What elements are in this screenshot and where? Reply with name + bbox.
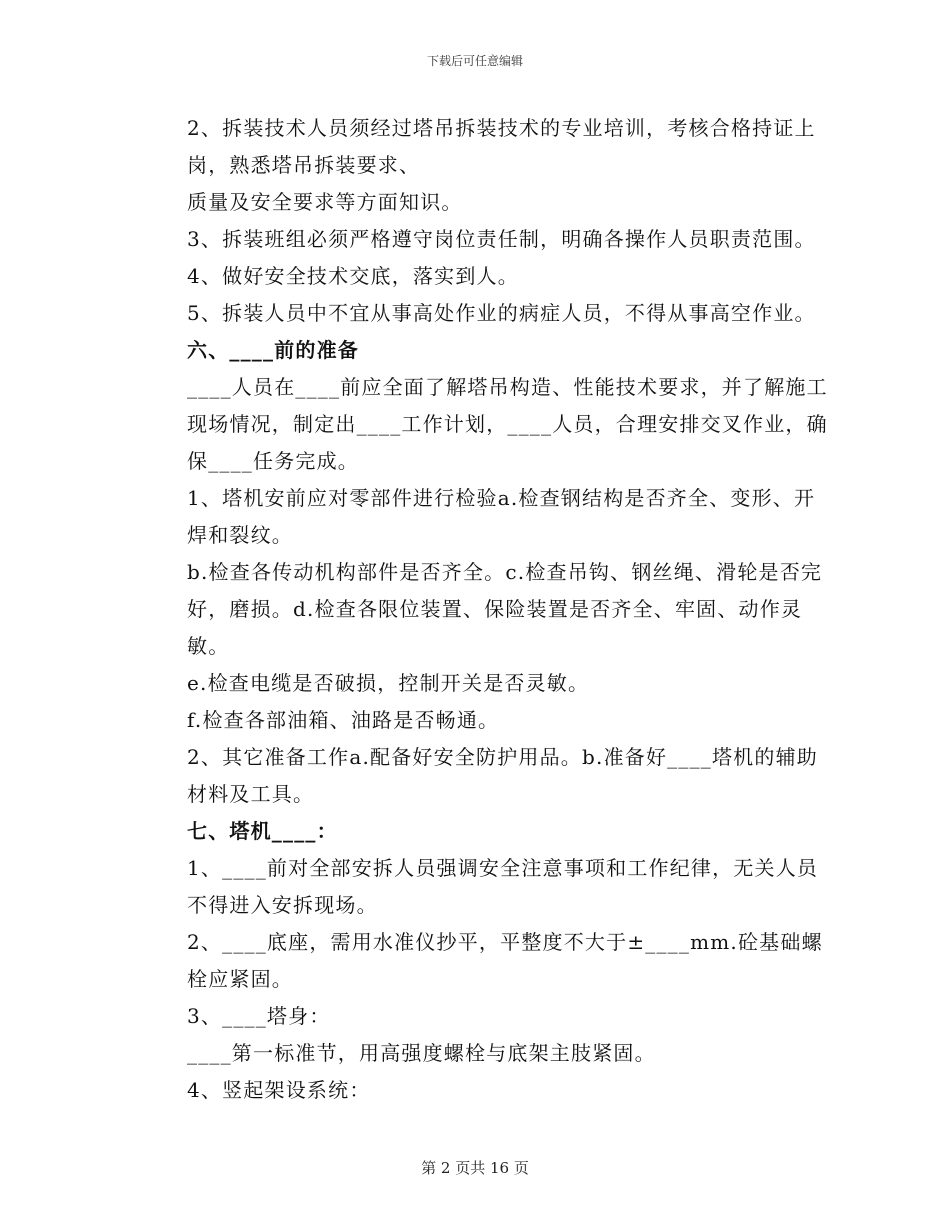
paragraph: 1、____前对全部安拆人员强调安全注意事项和工作纪律，无关人员不得进入安拆现场。: [187, 856, 819, 917]
paragraph: b.检查各传动机构部件是否齐全。c.检查吊钩、钢丝绳、滑轮是否完好，磨损。d.检查各限位装置、保险装置是否齐全、牢固、动作灵敏。: [187, 560, 823, 658]
section-heading: 七、塔机____：: [187, 819, 338, 843]
paragraph: 2、其它准备工作a.配备好安全防护用品。b.准备好____塔机的辅助材料及工具。: [187, 745, 818, 806]
paragraph: 1、塔机安前应对零部件进行检验a.检查钢结构是否齐全、变形、开焊和裂纹。: [187, 486, 816, 547]
document-body: [142, 110, 832, 1109]
paragraph: 4、做好安全技术交底，落实到人。: [187, 264, 519, 288]
page-footer: 第 2 页共 16 页: [421, 1159, 529, 1177]
paragraph: e.检查电缆是否破损，控制开关是否灵敏。: [187, 671, 590, 695]
paragraph: ____第一标准节，用高强度螺栓与底架主肢紧固。: [187, 1041, 656, 1065]
paragraph: 2、拆装技术人员须经过塔吊拆装技术的专业培训，考核合格持证上岗，熟悉塔吊拆装要求、: [187, 116, 816, 177]
paragraph: f.检查各部油箱、油路是否畅通。: [187, 708, 500, 732]
paragraph: 2、____底座，需用水准仪抄平，平整度不大于±____mm.砼基础螺栓应紧固。: [187, 930, 823, 991]
paragraph: 4、竖起架设系统：: [187, 1078, 371, 1102]
section-heading: 六、____前的准备: [187, 338, 359, 362]
page-header: 下载后可任意编辑: [426, 54, 523, 68]
paragraph: 3、拆装班组必须严格遵守岗位责任制，明确各操作人员职责范围。: [187, 227, 816, 251]
paragraph: 质量及安全要求等方面知识。: [187, 190, 463, 214]
paragraph: 3、____塔身：: [187, 1004, 331, 1028]
paragraph: ____人员在____前应全面了解塔吊构造、性能技术要求，并了解施工现场情况，制定出____工作计划，____人员，合理安排交叉作业，确保____任务完成。: [187, 375, 828, 473]
paragraph: 5、拆装人员中不宜从事高处作业的病症人员，不得从事高空作业。: [187, 301, 816, 325]
